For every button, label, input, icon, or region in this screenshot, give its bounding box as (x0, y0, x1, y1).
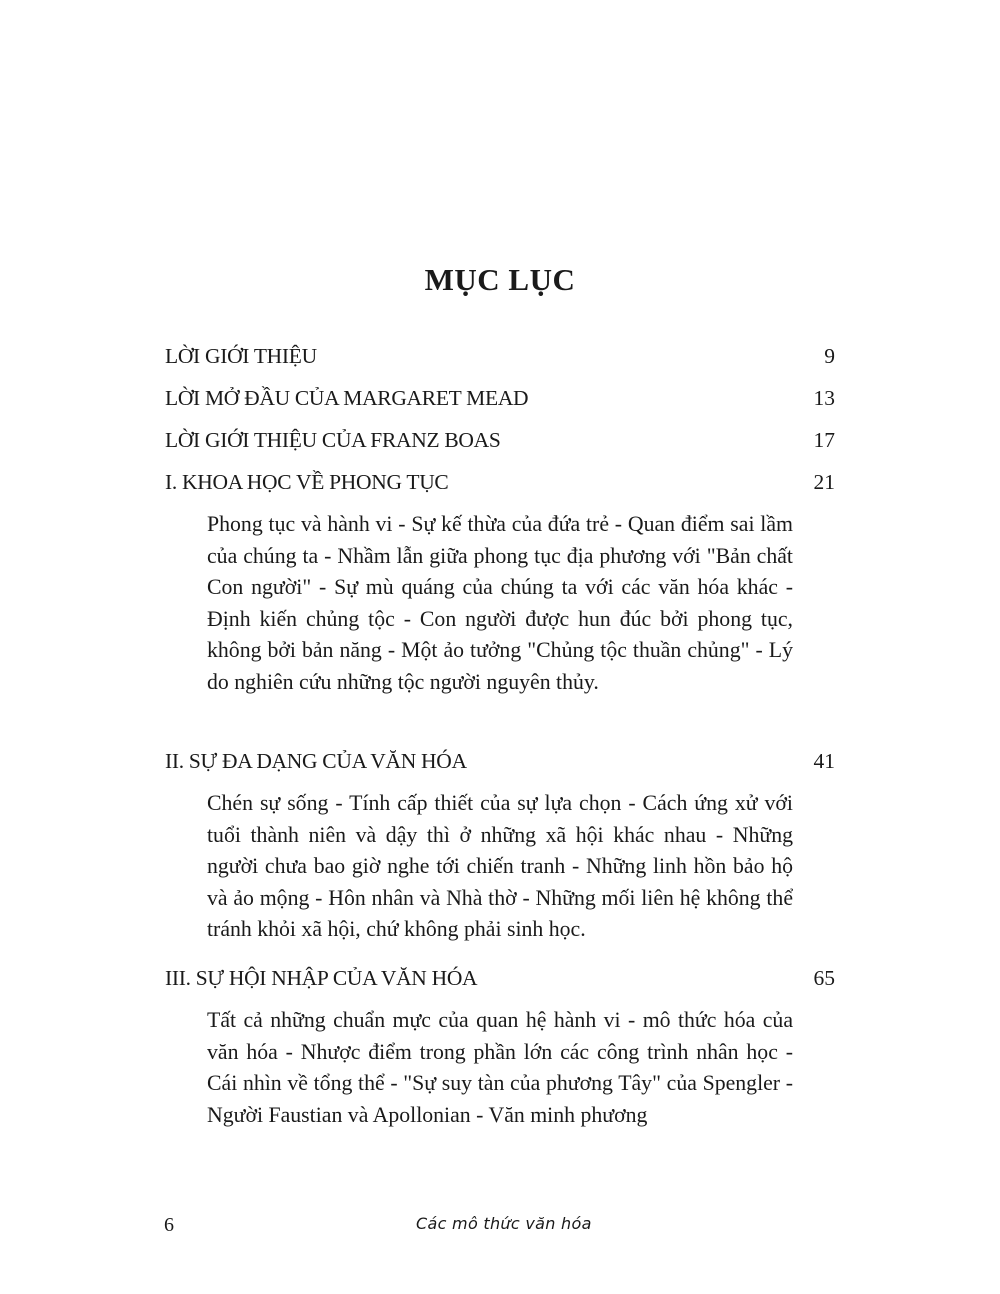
toc-entry-page: 21 (813, 470, 835, 494)
toc-entry-summary: Chén sự sống - Tính cấp thiết của sự lựa chọn - Cách ứng xử với tuổi thành niên và dậy thì ở những xã hội khác nhau - Những người chưa bao giờ nghe tới chiến tranh - Những linh hồn bảo hộ và ảo mộng - Hôn nhân và Nhà thờ - Những mối liên hệ không thể tránh khỏi xã hội, chứ không phải sinh học. (207, 791, 793, 942)
toc-entry-title: LỜI GIỚI THIỆU (165, 344, 317, 368)
toc-entry-summary: Tất cả những chuẩn mực của quan hệ hành vi - mô thức hóa của văn hóa - Nhược điểm trong phần lớn các công trình nhân học - Cái nhìn về tổng thể - "Sự suy tàn của phương Tây" của Spengler - Người Faustian và Apollonian - Văn minh phương (207, 1008, 793, 1127)
toc-entry-title: II. SỰ ĐA DẠNG CỦA VĂN HÓA (165, 749, 467, 773)
toc-heading-row (165, 962, 835, 994)
toc-heading-row (165, 745, 835, 777)
toc-entry-chapter-3 (165, 962, 835, 1131)
toc-entry-chapter-1 (165, 466, 835, 699)
toc-entry-title: LỜI MỞ ĐẦU CỦA MARGARET MEAD (165, 386, 529, 410)
toc-heading-row (165, 424, 835, 456)
toc-entry-loi-mo-dau (165, 382, 835, 414)
toc-entry-page: 13 (813, 386, 835, 410)
toc-entry-loi-gioi-thieu (165, 340, 835, 372)
page-title: MỤC LỤC (424, 262, 576, 297)
toc-entry-franz-boas (165, 424, 835, 456)
toc-entry-page: 17 (813, 428, 835, 452)
toc-heading-row (165, 466, 835, 498)
toc-entry-summary: Phong tục và hành vi - Sự kế thừa của đứa trẻ - Quan điểm sai lầm của chúng ta - Nhầm lẫn giữa phong tục địa phương với "Bản chất Con người" - Sự mù quáng của chúng ta với các văn hóa khác - Định kiến chủng tộc - Con người được hun đúc bởi phong tục, không bởi bản năng - Một ảo tưởng "Chủng tộc thuần chủng" - Lý do nghiên cứu những tộc người nguyên thủy. (207, 512, 793, 694)
toc-heading-row (165, 340, 835, 372)
toc-entry-title: III. SỰ HỘI NHẬP CỦA VĂN HÓA (165, 966, 478, 990)
toc-entry-page: 9 (824, 344, 835, 368)
toc-entry-page: 65 (813, 966, 835, 990)
footer-book-title: Các mô thức văn hóa (416, 1214, 592, 1233)
toc-entry-chapter-2 (165, 745, 835, 946)
toc-heading-row (165, 382, 835, 414)
toc-entry-title: LỜI GIỚI THIỆU CỦA FRANZ BOAS (165, 428, 501, 452)
footer-page-number: 6 (164, 1214, 174, 1236)
toc-entry-title: I. KHOA HỌC VỀ PHONG TỤC (165, 470, 449, 494)
toc-entry-page: 41 (813, 749, 835, 773)
